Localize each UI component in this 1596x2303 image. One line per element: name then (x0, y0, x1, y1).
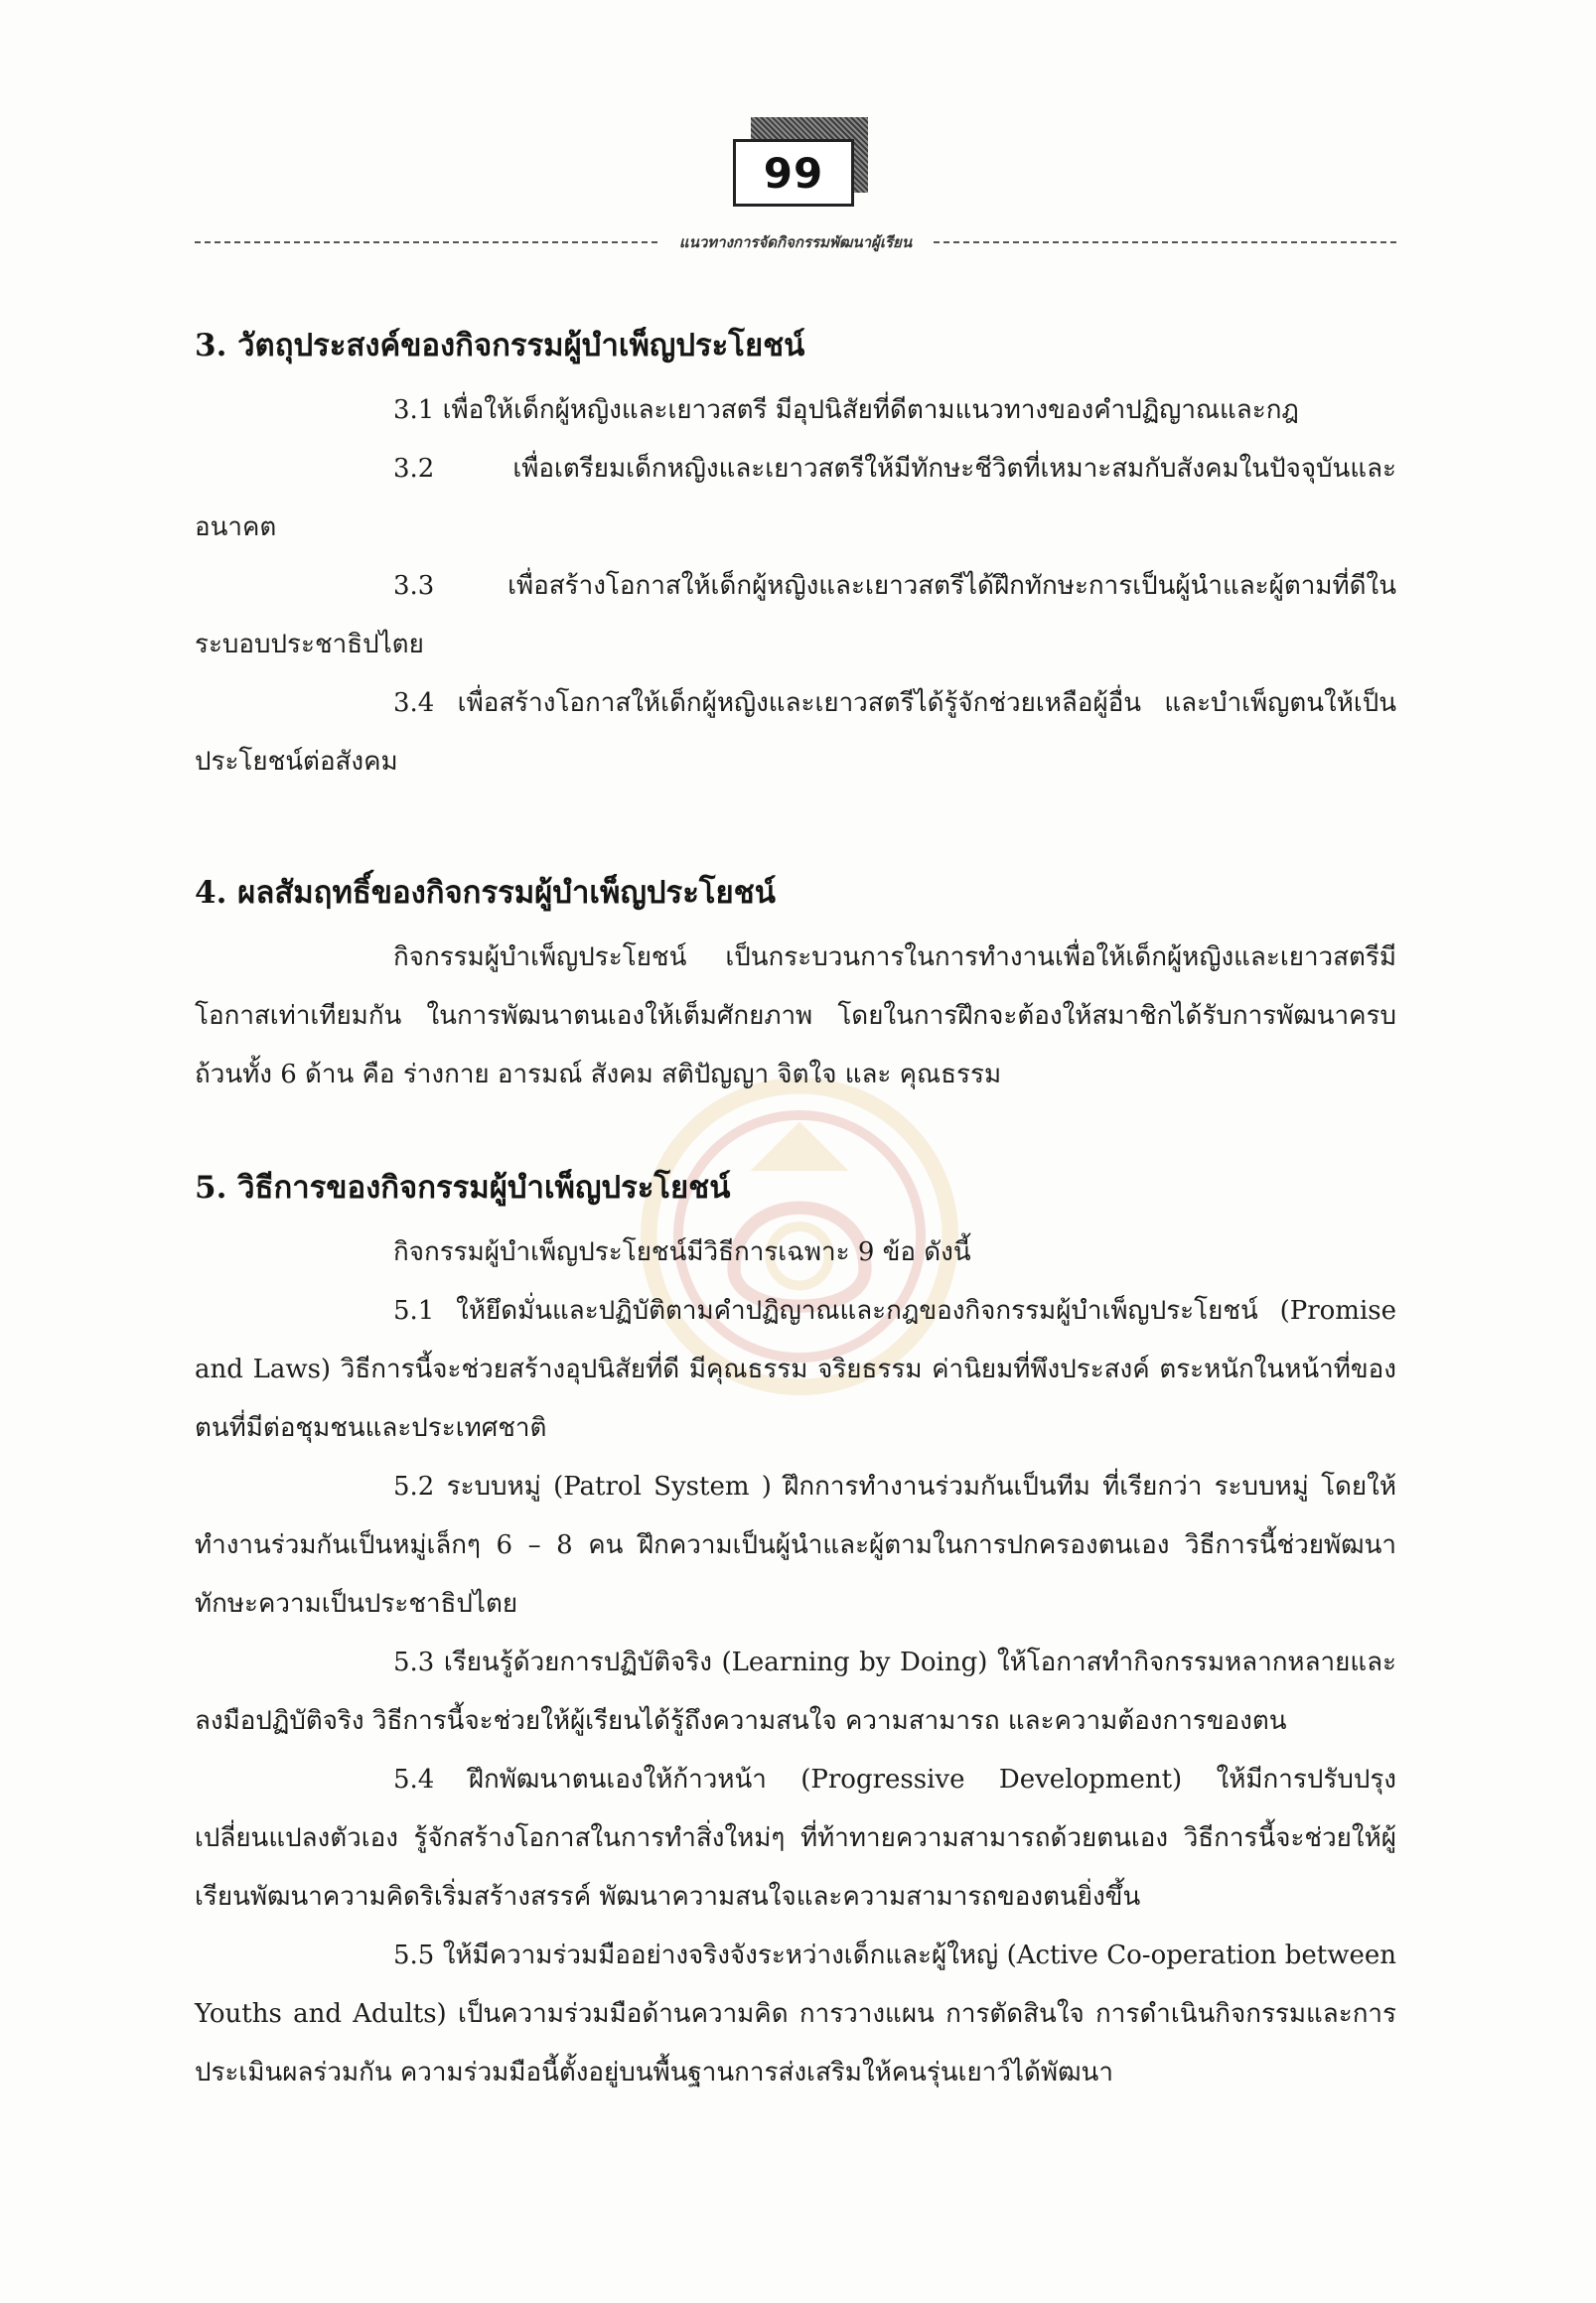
section-heading: 5. วิธีการของกิจกรรมผู้บำเพ็ญประโยชน์ (195, 1170, 731, 1206)
section-heading: 4. ผลสัมฤทธิ์ของกิจกรรมผู้บำเพ็ญประโยชน์ (195, 875, 776, 911)
page-number: 99 (733, 139, 854, 207)
paragraph: 5.4 ฝึกพัฒนาตนเองให้ก้าวหน้า (Progressive Development) ให้มีการปรับปรุงเปลี่ยนแปลงตัวเอง รู้จักสร้างโอกาสในการทำสิ่งใหม่ๆ ที่ท้าทายความสามารถด้วยตนเอง วิธีการนี้จะช่วยให้ผู้เรียนพัฒนาความคิดริเริ่มสร้างสรรค์ พัฒนาความสนใจและความสามารถของตนยิ่งขึ้น (195, 1765, 1396, 1912)
running-title: แนวทางการจัดกิจกรรมพัฒนาผู้เรียน (678, 233, 913, 251)
paragraph: 5.2 ระบบหมู่ (Patrol System ) ฝึกการทำงานร่วมกันเป็นทีม ที่เรียกว่า ระบบหมู่ โดยให้ทำงานร่วมกันเป็นหมู่เล็กๆ 6 – 8 คน ฝึกความเป็นผู้นำและผู้ตามในการปกครองตนเอง วิธีการนี้ช่วยพัฒนาทักษะความเป็นประชาธิปไตย (195, 1472, 1396, 1619)
header-rule-right (934, 241, 1396, 243)
paragraph: 3.2 เพื่อเตรียมเด็กหญิงและเยาวสตรีให้มีทักษะชีวิตที่เหมาะสมกับสังคมในปัจจุบันและอนาคต (195, 454, 1396, 542)
paragraph: กิจกรรมผู้บำเพ็ญประโยชน์ เป็นกระบวนการในการทำงานเพื่อให้เด็กผู้หญิงและเยาวสตรีมีโอกาสเท่าเทียมกัน ในการพัฒนาตนเองให้เต็มศักยภาพ โดยในการฝึกจะต้องให้สมาชิกได้รับการพัฒนาครบถ้วนทั้ง 6 ด้าน คือ ร่างกาย อารมณ์ สังคม สติปัญญา จิตใจ และ คุณธรรม (195, 942, 1396, 1089)
paragraph: 5.1 ให้ยึดมั่นและปฏิบัติตามคำปฏิญาณและกฎของกิจกรรมผู้บำเพ็ญประโยชน์ (Promise and Laws) วิธีการนี้จะช่วยสร้างอุปนิสัยที่ดี มีคุณธรรม จริยธรรม ค่านิยมที่พึงประสงค์ ตระหนักในหน้าที่ของตนที่มีต่อชุมชนและประเทศชาติ (195, 1296, 1396, 1443)
paragraph: 5.3 เรียนรู้ด้วยการปฏิบัติจริง (Learning by Doing) ให้โอกาสทำกิจกรรมหลากหลายและลงมือปฏิบัติจริง วิธีการนี้จะช่วยให้ผู้เรียนได้รู้ถึงความสนใจ ความสามารถ และความต้องการของตน (195, 1648, 1396, 1736)
header-rule-left (195, 241, 657, 243)
section-outcomes (195, 871, 1396, 1104)
document-body (195, 324, 1396, 2102)
section-methods (195, 1166, 1396, 2102)
section-objectives (195, 324, 1396, 792)
paragraph: กิจกรรมผู้บำเพ็ญประโยชน์มีวิธีการเฉพาะ 9 ข้อ ดังนี้ (393, 1237, 971, 1267)
paragraph: 5.5 ให้มีความร่วมมืออย่างจริงจังระหว่างเด็กและผู้ใหญ่ (Active Co-operation between Youths and Adults) เป็นความร่วมมือด้านความคิด การวางแผน การตัดสินใจ การดำเนินกิจกรรมและการประเมินผลร่วมกัน ความร่วมมือนี้ตั้งอยู่บนพื้นฐานการส่งเสริมให้คนรุ่นเยาว์ได้พัฒนา (195, 1941, 1396, 2087)
paragraph: 3.4 เพื่อสร้างโอกาสให้เด็กผู้หญิงและเยาวสตรีได้รู้จักช่วยเหลือผู้อื่น และบำเพ็ญตนให้เป็นประโยชน์ต่อสังคม (195, 688, 1396, 777)
section-spacer (195, 1104, 1396, 1166)
paragraph: 3.3 เพื่อสร้างโอกาสให้เด็กผู้หญิงและเยาวสตรีได้ฝึกทักษะการเป็นผู้นำและผู้ตามที่ดีในระบอบประชาธิปไตย (195, 571, 1396, 659)
section-spacer (195, 792, 1396, 871)
running-header (195, 228, 1396, 256)
paragraph: 3.1 เพื่อให้เด็กผู้หญิงและเยาวสตรี มีอุปนิสัยที่ดีตามแนวทางของคำปฏิญาณและกฎ (393, 395, 1299, 425)
section-heading: 3. วัตถุประสงค์ของกิจกรรมผู้บำเพ็ญประโยชน์ (195, 328, 805, 363)
